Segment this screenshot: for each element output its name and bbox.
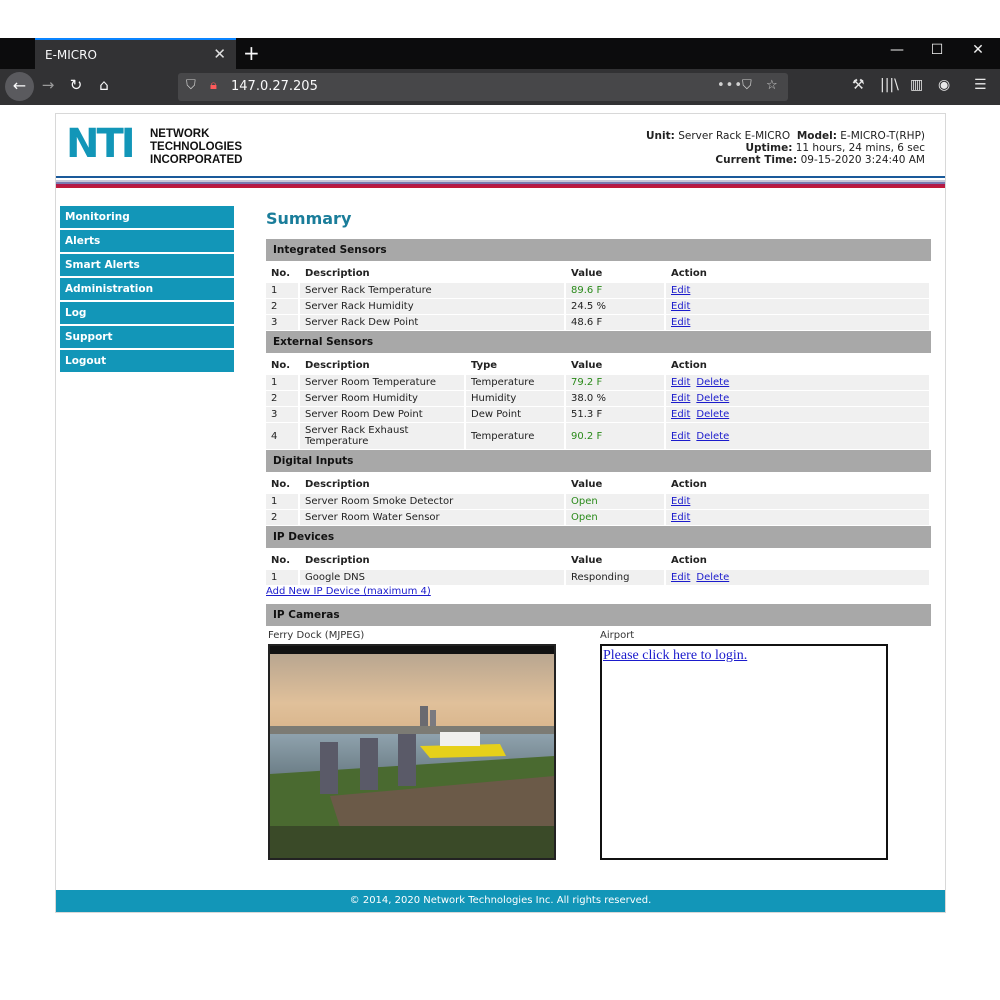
sidebar-item-log[interactable]: Log: [60, 302, 234, 324]
edit-link[interactable]: Edit: [671, 572, 691, 583]
table-row: [266, 570, 931, 585]
forward-icon[interactable]: →: [41, 76, 55, 94]
nav-bar: [0, 69, 1000, 105]
col-action: Action: [666, 262, 931, 282]
delete-link[interactable]: Delete: [696, 572, 730, 583]
section-header-integrated: Integrated Sensors: [266, 239, 931, 261]
camera-panel: [266, 626, 931, 866]
page-title: Summary: [266, 209, 352, 228]
col-value: Value: [566, 354, 666, 374]
edit-link[interactable]: Edit: [671, 317, 691, 328]
row-description: Server Rack Humidity: [300, 299, 566, 314]
edit-link[interactable]: Edit: [671, 377, 691, 388]
library-icon[interactable]: |||\: [880, 77, 899, 93]
row-type: Temperature: [466, 375, 566, 390]
row-no: 1: [266, 570, 300, 585]
uptime-label: Uptime:: [745, 142, 793, 154]
delete-link[interactable]: Delete: [696, 430, 730, 442]
row-no: 1: [266, 283, 300, 298]
logo-text: [150, 128, 242, 167]
table-row: [266, 299, 931, 314]
camera-2-label: Airport: [600, 630, 635, 641]
time-label: Current Time:: [715, 154, 798, 166]
delete-link[interactable]: Delete: [696, 393, 730, 404]
row-description: Server Rack Temperature: [300, 283, 566, 298]
row-no: 2: [266, 391, 300, 406]
table-row: [266, 375, 931, 390]
row-description: Server Rack Dew Point: [300, 315, 566, 330]
row-description: Google DNS: [300, 570, 566, 585]
col-action: Action: [666, 473, 931, 493]
tab-title: E-MICRO: [45, 48, 97, 62]
delete-link[interactable]: Delete: [696, 409, 730, 420]
row-value: 24.5 %: [566, 299, 666, 314]
table-row: [266, 283, 931, 298]
row-value: 89.6 F: [566, 283, 666, 298]
uptime-value: 11 hours, 24 mins, 6 sec: [795, 142, 925, 154]
wrench-icon[interactable]: ⚒: [852, 77, 865, 93]
col-no: No.: [266, 473, 300, 493]
camera-1-label: Ferry Dock (MJPEG): [268, 630, 365, 641]
logo-mark: NTI: [66, 121, 133, 167]
section-header-ip-devices: IP Devices: [266, 526, 931, 548]
more-icon[interactable]: •••: [717, 78, 744, 93]
time-value: 09-15-2020 3:24:40 AM: [800, 154, 925, 166]
col-type: Type: [466, 354, 566, 374]
sidebar-menu: [60, 206, 234, 374]
edit-link[interactable]: Edit: [671, 285, 691, 296]
sidebar-item-smart-alerts[interactable]: Smart Alerts: [60, 254, 234, 276]
col-no: No.: [266, 354, 300, 374]
col-action: Action: [666, 549, 931, 569]
section-header-digital: Digital Inputs: [266, 450, 931, 472]
table-row: [266, 423, 931, 449]
url-bar[interactable]: [178, 73, 788, 101]
home-icon[interactable]: ⌂: [99, 76, 109, 94]
col-action: Action: [666, 354, 931, 374]
sidebar-item-logout[interactable]: Logout: [60, 350, 234, 372]
row-type: Dew Point: [466, 407, 566, 422]
new-tab-icon[interactable]: +: [243, 41, 260, 65]
unit-info: [646, 130, 925, 166]
camera-image: [270, 646, 554, 858]
header-stripes: [56, 176, 945, 190]
row-value: 51.3 F: [566, 407, 666, 422]
table-row: [266, 407, 931, 422]
row-no: 4: [266, 423, 300, 449]
sidebar-icon[interactable]: ▥: [910, 77, 924, 93]
edit-link[interactable]: Edit: [671, 409, 691, 420]
row-value: Responding: [566, 570, 666, 585]
row-description: Server Room Dew Point: [300, 407, 466, 422]
row-no: 1: [266, 494, 300, 509]
row-no: 3: [266, 407, 300, 422]
row-description: Server Room Water Sensor: [300, 510, 566, 525]
model-label: Model:: [796, 130, 837, 142]
logo-line-2: TECHNOLOGIES: [150, 141, 243, 153]
unit-value: Server Rack E-MICRO: [678, 130, 791, 142]
external-sensors-table: [266, 353, 931, 450]
integrated-sensors-table: [266, 261, 931, 331]
row-value: Open: [566, 494, 666, 509]
row-value: 48.6 F: [566, 315, 666, 330]
col-description: Description: [300, 473, 566, 493]
row-description: Server Room Temperature: [300, 375, 466, 390]
tab-close-icon[interactable]: ✕: [213, 45, 226, 63]
model-value: E-MICRO-T(RHP): [840, 130, 925, 142]
edit-link[interactable]: Edit: [671, 512, 691, 523]
tab-active[interactable]: [35, 38, 236, 69]
window-close-icon[interactable]: ✕: [972, 42, 984, 58]
section-header-external: External Sensors: [266, 331, 931, 353]
edit-link[interactable]: Edit: [671, 301, 691, 312]
row-value: 38.0 %: [566, 391, 666, 406]
reload-icon[interactable]: ↻: [69, 76, 83, 94]
col-no: No.: [266, 549, 300, 569]
maximize-icon[interactable]: ☐: [930, 42, 944, 58]
row-no: 3: [266, 315, 300, 330]
delete-link[interactable]: Delete: [696, 377, 730, 388]
ip-devices-table: [266, 548, 931, 586]
web-page: [55, 113, 946, 913]
row-no: 2: [266, 510, 300, 525]
tab-bar: [0, 38, 1000, 69]
logo-line-3: INCORPORATED: [150, 154, 243, 166]
row-description: Server Room Humidity: [300, 391, 466, 406]
edit-link[interactable]: Edit: [671, 496, 691, 507]
table-row: [266, 510, 931, 525]
sidebar-item-administration[interactable]: Administration: [60, 278, 234, 300]
row-no: 2: [266, 299, 300, 314]
col-no: No.: [266, 262, 300, 282]
browser-window: [0, 38, 1000, 962]
back-icon[interactable]: ←: [5, 72, 34, 101]
edit-link[interactable]: Edit: [671, 430, 691, 442]
shield-icon[interactable]: ⛉: [186, 78, 196, 93]
ferry-dock-camera-feed: [268, 644, 556, 860]
col-description: Description: [300, 354, 466, 374]
row-value: 79.2 F: [566, 375, 666, 390]
logo-line-1: NETWORK: [150, 128, 210, 140]
col-description: Description: [300, 549, 566, 569]
camera-login-link[interactable]: Please click here to login.: [603, 648, 748, 663]
col-value: Value: [566, 262, 666, 282]
sidebar-item-support[interactable]: Support: [60, 326, 234, 348]
table-row: [266, 494, 931, 509]
row-type: Humidity: [466, 391, 566, 406]
row-description: Server Room Smoke Detector: [300, 494, 566, 509]
row-description: Server Rack Exhaust Temperature: [300, 423, 466, 449]
row-value: Open: [566, 510, 666, 525]
row-type: Temperature: [466, 423, 566, 449]
page-footer: © 2014, 2020 Network Technologies Inc. All rights reserved.: [56, 890, 945, 912]
col-description: Description: [300, 262, 566, 282]
insecure-lock-icon[interactable]: 🔒︎: [210, 78, 217, 93]
table-row: [266, 391, 931, 406]
add-ip-device-link[interactable]: Add New IP Device (maximum 4): [266, 586, 431, 597]
account-icon[interactable]: ◉: [938, 77, 951, 93]
table-row: [266, 315, 931, 330]
unit-label: Unit:: [646, 130, 675, 142]
edit-link[interactable]: Edit: [671, 393, 691, 404]
col-value: Value: [566, 473, 666, 493]
sidebar-item-monitoring[interactable]: Monitoring: [60, 206, 234, 228]
page-viewport: [0, 105, 1000, 962]
row-no: 1: [266, 375, 300, 390]
minimize-icon[interactable]: —: [890, 42, 904, 58]
digital-inputs-table: [266, 472, 931, 526]
section-header-ip-cameras: IP Cameras: [266, 604, 931, 626]
airport-camera-frame: [600, 644, 888, 860]
menu-icon[interactable]: ☰: [974, 77, 987, 93]
bookmark-star-icon[interactable]: ☆: [766, 78, 778, 93]
sidebar-item-alerts[interactable]: Alerts: [60, 230, 234, 252]
url-text[interactable]: 147.0.27.205: [231, 79, 318, 94]
nti-logo: [66, 121, 243, 167]
pocket-icon[interactable]: ⛉: [742, 78, 752, 93]
row-value: 90.2 F: [566, 423, 666, 449]
col-value: Value: [566, 549, 666, 569]
main-content: [266, 206, 931, 866]
